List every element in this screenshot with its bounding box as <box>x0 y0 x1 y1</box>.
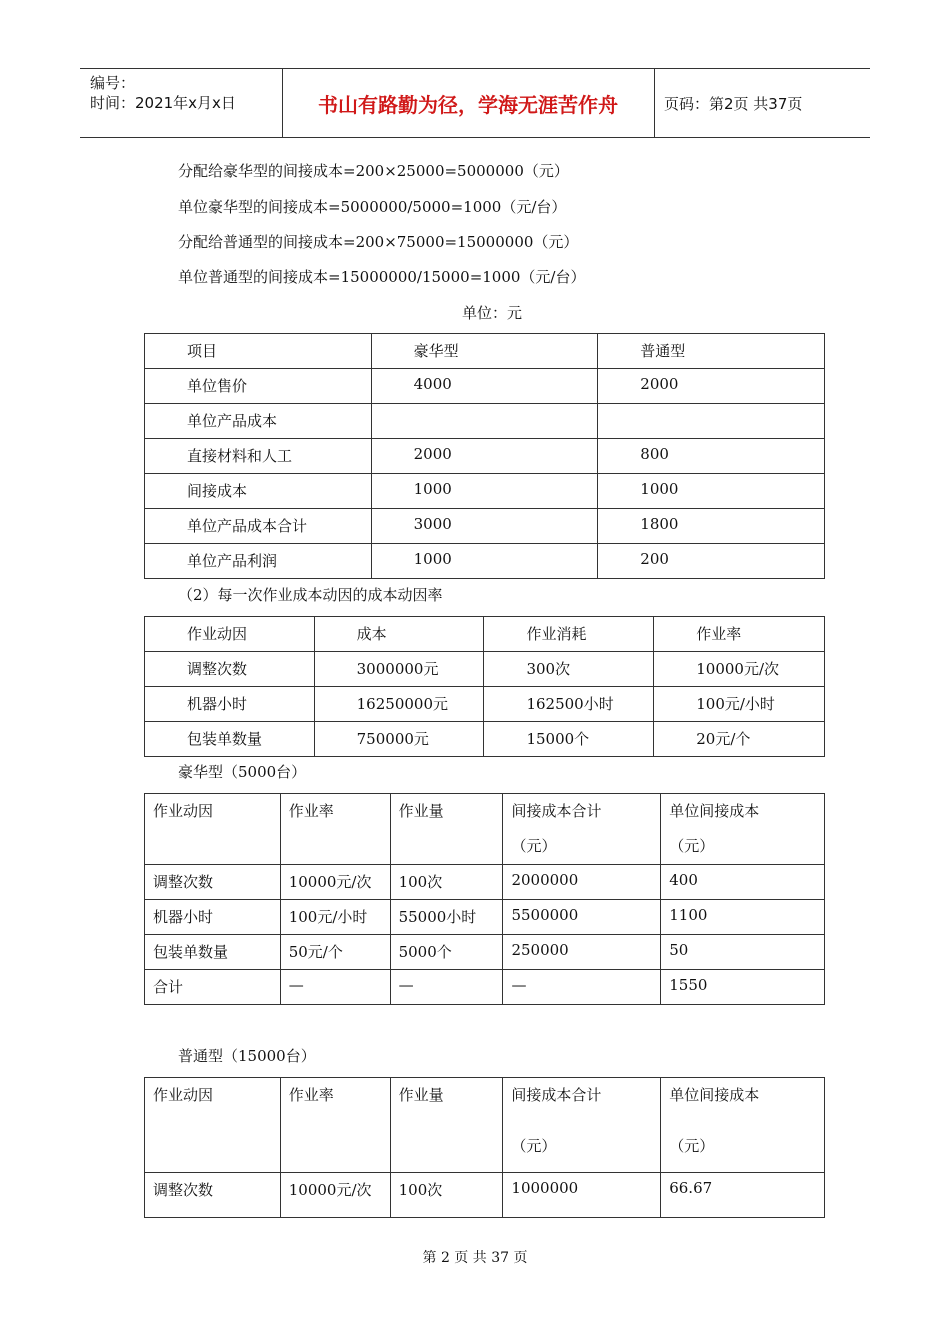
paragraph: 分配给豪华型的间接成本=200×25000=5000000（元） <box>178 162 569 180</box>
table-cell: 单位产品成本合计 <box>145 509 372 544</box>
table-header-row <box>145 794 825 865</box>
table-cell: 66.67 <box>661 1173 825 1218</box>
table-row <box>145 970 825 1005</box>
table-header-cell: 作业动因 <box>145 617 315 652</box>
table-row <box>145 404 825 439</box>
unit-label: 单位：元 <box>462 304 523 322</box>
table-cell: 4000 <box>371 369 598 404</box>
table-cell: 调整次数 <box>145 1173 281 1218</box>
table-cell: 3000 <box>371 509 598 544</box>
table-cell: 16250000元 <box>314 687 484 722</box>
table-row <box>145 900 825 935</box>
table-cell: 调整次数 <box>145 865 281 900</box>
table-cell: 250000 <box>503 935 661 970</box>
table-cell: 300次 <box>484 652 654 687</box>
header-motto: 书山有路勤为径，学海无涯苦作舟 <box>318 92 618 117</box>
section-title: 豪华型（5000台） <box>178 763 307 781</box>
table-cell: 调整次数 <box>145 652 315 687</box>
table-row <box>145 439 825 474</box>
table-cell: 100次 <box>390 865 503 900</box>
table-header-cell: 作业率 <box>280 1078 390 1173</box>
table-cell: 750000元 <box>314 722 484 757</box>
date-label: 时间：2021年x月x日 <box>90 94 236 112</box>
table-cell: 1550 <box>661 970 825 1005</box>
header-meta <box>90 73 236 113</box>
paragraph: 分配给普通型的间接成本=200×75000=15000000（元） <box>178 233 579 251</box>
table-header-cell: 作业量 <box>390 1078 503 1173</box>
table-cell: 1000000 <box>503 1173 661 1218</box>
table-cell: 3000000元 <box>314 652 484 687</box>
table-cell: 5000个 <box>390 935 503 970</box>
table-cell: — <box>503 970 661 1005</box>
table-row <box>145 687 825 722</box>
table-header-cell: 作业量 <box>390 794 503 865</box>
table-cell: 单位售价 <box>145 369 372 404</box>
number-label: 编号： <box>90 74 136 92</box>
table-header-cell: 作业消耗 <box>484 617 654 652</box>
table-header-cell: 单位间接成本 （元） <box>661 794 825 865</box>
table-cell: 5500000 <box>503 900 661 935</box>
table-header-cell: 作业动因 <box>145 1078 281 1173</box>
table-row <box>145 509 825 544</box>
table-header-cell: 作业率 <box>280 794 390 865</box>
table-header-cell: 单位间接成本 （元） <box>661 1078 825 1173</box>
table-header-row <box>145 334 825 369</box>
table-row <box>145 1173 825 1218</box>
table-cell: 100元/小时 <box>280 900 390 935</box>
table-cell: — <box>390 970 503 1005</box>
section-title: （2）每一次作业成本动因的成本动因率 <box>178 586 443 604</box>
table-row <box>145 369 825 404</box>
table-row <box>145 652 825 687</box>
table-header-cell: 普通型 <box>598 334 825 369</box>
table-cell: 1000 <box>598 474 825 509</box>
table-row <box>145 544 825 579</box>
table-cell: 包装单数量 <box>145 935 281 970</box>
table-cell: 1100 <box>661 900 825 935</box>
table-header-cell: 成本 <box>314 617 484 652</box>
table-cell: 50元/个 <box>280 935 390 970</box>
table-cell: 15000个 <box>484 722 654 757</box>
table-row <box>145 474 825 509</box>
table-cell: 20元/个 <box>654 722 825 757</box>
table-cell: — <box>280 970 390 1005</box>
table-header-cell: 间接成本合计 （元） <box>503 1078 661 1173</box>
table-row <box>145 935 825 970</box>
table-header-row <box>145 617 825 652</box>
table-cell: 400 <box>661 865 825 900</box>
page-footer: 第 2 页 共 37 页 <box>422 1250 528 1266</box>
table-header-cell: 豪华型 <box>371 334 598 369</box>
table-header-cell: 作业率 <box>654 617 825 652</box>
table-cell <box>371 404 598 439</box>
table-cell: 机器小时 <box>145 687 315 722</box>
table-header-cell: 项目 <box>145 334 372 369</box>
table-cell: 10000元/次 <box>280 865 390 900</box>
table-cell: 1000 <box>371 544 598 579</box>
table-cell: 直接材料和人工 <box>145 439 372 474</box>
table-cell: 100元/小时 <box>654 687 825 722</box>
table-cell: 单位产品利润 <box>145 544 372 579</box>
ordinary-activity-cost-table <box>144 1077 825 1218</box>
section-title: 普通型（15000台） <box>178 1047 316 1065</box>
paragraph: 单位普通型的间接成本=15000000/15000=1000（元/台） <box>178 268 586 286</box>
table-cell: 10000元/次 <box>280 1173 390 1218</box>
table-header-row <box>145 1078 825 1173</box>
table-cell <box>598 404 825 439</box>
table-cell: 800 <box>598 439 825 474</box>
table-row <box>145 722 825 757</box>
table-cell: 包装单数量 <box>145 722 315 757</box>
table-cell: 合计 <box>145 970 281 1005</box>
product-cost-table <box>144 333 825 579</box>
luxury-activity-cost-table <box>144 793 825 1005</box>
table-cell: 100次 <box>390 1173 503 1218</box>
table-cell: 2000 <box>371 439 598 474</box>
table-cell: 50 <box>661 935 825 970</box>
table-cell: 2000000 <box>503 865 661 900</box>
header-divider <box>654 69 655 137</box>
table-cell: 10000元/次 <box>654 652 825 687</box>
table-cell: 间接成本 <box>145 474 372 509</box>
table-cell: 1000 <box>371 474 598 509</box>
table-header-cell: 作业动因 <box>145 794 281 865</box>
cost-driver-rate-table <box>144 616 825 757</box>
table-cell: 机器小时 <box>145 900 281 935</box>
table-cell: 1800 <box>598 509 825 544</box>
table-row <box>145 865 825 900</box>
table-header-cell: 间接成本合计 （元） <box>503 794 661 865</box>
table-cell: 200 <box>598 544 825 579</box>
table-cell: 2000 <box>598 369 825 404</box>
table-cell: 162500小时 <box>484 687 654 722</box>
header-page-label: 页码：第2页 共37页 <box>664 95 803 113</box>
table-cell: 单位产品成本 <box>145 404 372 439</box>
page-header <box>80 68 870 138</box>
paragraph: 单位豪华型的间接成本=5000000/5000=1000（元/台） <box>178 198 567 216</box>
table-cell: 55000小时 <box>390 900 503 935</box>
